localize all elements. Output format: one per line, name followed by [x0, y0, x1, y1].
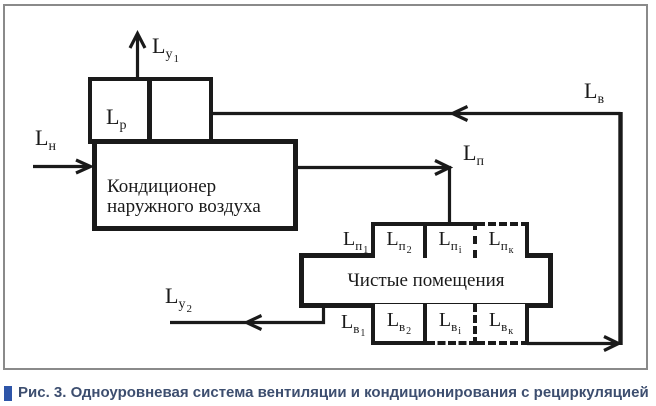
label-sub: в: [399, 318, 406, 334]
recirculation-box-divider: [147, 77, 152, 144]
label-exhaust-top: [152, 33, 179, 65]
return-duct-i: [427, 304, 477, 345]
label-sub: п: [398, 238, 406, 253]
caption-bullet-icon: [4, 386, 12, 401]
label-subsub: 1: [363, 245, 369, 256]
label-base: L: [463, 140, 477, 165]
label-subsub: 2: [406, 245, 412, 256]
label-supply-air: [463, 140, 484, 170]
label-sub: в: [597, 92, 605, 107]
caption-text: Рис. 3. Одноуровневая система вентиляции и кондиционирования с рециркуляцией: [18, 384, 649, 401]
conditioner-label-line1: Кондиционер: [107, 176, 217, 197]
return-duct-k: [477, 304, 529, 345]
label-subsub: 1: [173, 53, 179, 65]
outdoor-air-conditioner-box: [92, 139, 298, 231]
supply-duct-2: [371, 222, 427, 258]
label-sub: в: [501, 318, 508, 334]
label-subsub: 2: [406, 325, 412, 337]
label-subsub: 1: [360, 328, 366, 339]
label-return-duct-1: [341, 311, 365, 339]
conditioner-label-line2: наружного воздуха: [107, 196, 261, 217]
label-sub: у: [178, 297, 186, 312]
label-exhaust-rooms: [165, 283, 192, 315]
return-duct-2: [371, 304, 427, 345]
label-base: L: [35, 125, 49, 150]
label-base: L: [343, 228, 356, 250]
label-sub: п: [476, 154, 484, 169]
label-return-air: [584, 78, 604, 108]
figure-caption: [4, 384, 649, 401]
label-sub: в: [451, 318, 458, 334]
label-base: L: [488, 228, 501, 250]
label-sub: р: [119, 118, 127, 133]
label-outdoor-air: [35, 125, 56, 155]
label-base: L: [341, 311, 354, 333]
label-subsub: 2: [186, 303, 192, 315]
label-base: L: [488, 308, 502, 331]
label-supply-duct-1: [343, 228, 368, 256]
label-subsub: i: [458, 325, 462, 337]
label-base: L: [438, 308, 452, 331]
label-sub: п: [450, 238, 458, 253]
label-base: L: [386, 308, 400, 331]
supply-duct-i: [427, 222, 477, 258]
label-base: L: [584, 78, 598, 103]
label-subsub: к: [508, 245, 514, 256]
label-sub: п: [355, 238, 363, 253]
label-subsub: к: [508, 325, 514, 337]
label-sub: н: [48, 139, 56, 154]
label-recirculation: [106, 104, 126, 134]
label-subsub: i: [458, 245, 462, 256]
supply-duct-k: [477, 222, 529, 258]
label-base: L: [165, 283, 179, 308]
clean-rooms-box: [299, 253, 553, 308]
label-sub: п: [500, 238, 508, 253]
label-sub: у: [165, 47, 173, 62]
label-base: L: [106, 104, 120, 129]
label-base: L: [386, 228, 399, 250]
clean-rooms-label: Чистые помещения: [347, 269, 505, 291]
label-base: L: [438, 228, 451, 250]
label-sub: в: [353, 321, 360, 336]
label-base: L: [152, 33, 166, 58]
